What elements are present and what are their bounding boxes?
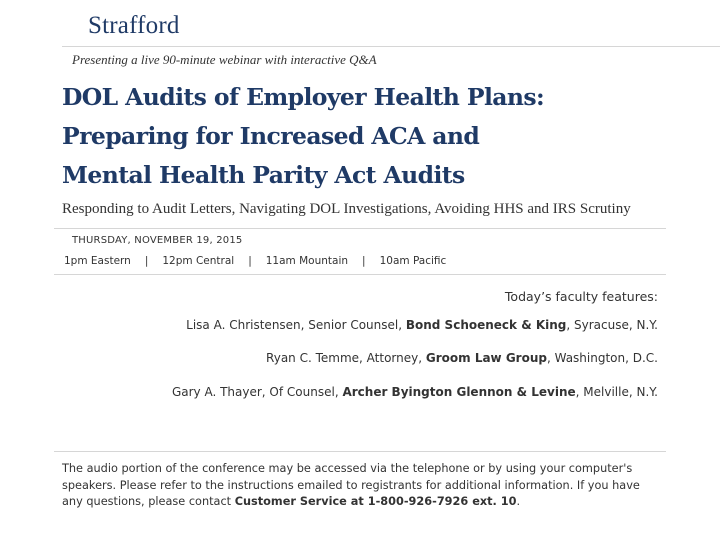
time-central: 12pm Central <box>162 255 235 267</box>
time-pacific: 10am Pacific <box>379 255 447 267</box>
title-line-1: DOL Audits of Employer Health Plans: <box>62 83 545 111</box>
faculty-name-role: Ryan C. Temme, Attorney, <box>266 351 426 365</box>
webinar-times <box>64 255 446 267</box>
time-separator: | <box>144 255 149 267</box>
title-line-2: Preparing for Increased ACA and <box>62 122 480 150</box>
faculty-member <box>186 318 658 332</box>
footer-end: . <box>516 495 521 508</box>
time-mountain: 11am Mountain <box>265 255 349 267</box>
webinar-title <box>62 78 544 195</box>
faculty-member <box>266 351 658 365</box>
schedule-rule <box>54 274 666 275</box>
faculty-member <box>172 385 658 399</box>
strafford-logo: Strafford <box>88 12 180 39</box>
time-separator: | <box>362 255 366 267</box>
faculty-location: , Melville, N.Y. <box>575 385 658 399</box>
faculty-name-role: Gary A. Thayer, Of Counsel, <box>171 385 343 399</box>
faculty-location: , Washington, D.C. <box>546 351 658 365</box>
customer-service-contact: Customer Service at 1-800-926-7926 ext. 10 <box>234 495 517 508</box>
footer-rule <box>54 451 666 452</box>
webinar-date: THURSDAY, NOVEMBER 19, 2015 <box>72 235 243 246</box>
time-separator: | <box>248 255 252 267</box>
faculty-name-role: Lisa A. Christensen, Senior Counsel, <box>186 318 406 332</box>
faculty-firm: Archer Byington Glennon & Levine <box>342 385 576 399</box>
time-eastern: 1pm Eastern <box>64 255 131 267</box>
header-rule <box>62 46 720 47</box>
footer-text: The audio portion of the conference may be accessed via the telephone or by using your computer's speakers. Please refer to the instructions emailed to registrants for additional information. If you have any questions, please contact <box>62 462 640 508</box>
audio-instructions <box>62 461 662 511</box>
subtitle-rule <box>54 228 666 229</box>
faculty-location: , Syracuse, N.Y. <box>566 318 658 332</box>
title-line-3: Mental Health Parity Act Audits <box>62 161 465 189</box>
tagline: Presenting a live 90-minute webinar with interactive Q&A <box>72 52 377 67</box>
webinar-subtitle: Responding to Audit Letters, Navigating DOL Investigations, Avoiding HHS and IRS Scrutiny <box>62 201 631 217</box>
faculty-firm: Bond Schoeneck & King <box>405 318 567 332</box>
faculty-heading: Today’s faculty features: <box>504 289 658 304</box>
faculty-firm: Groom Law Group <box>425 351 547 365</box>
